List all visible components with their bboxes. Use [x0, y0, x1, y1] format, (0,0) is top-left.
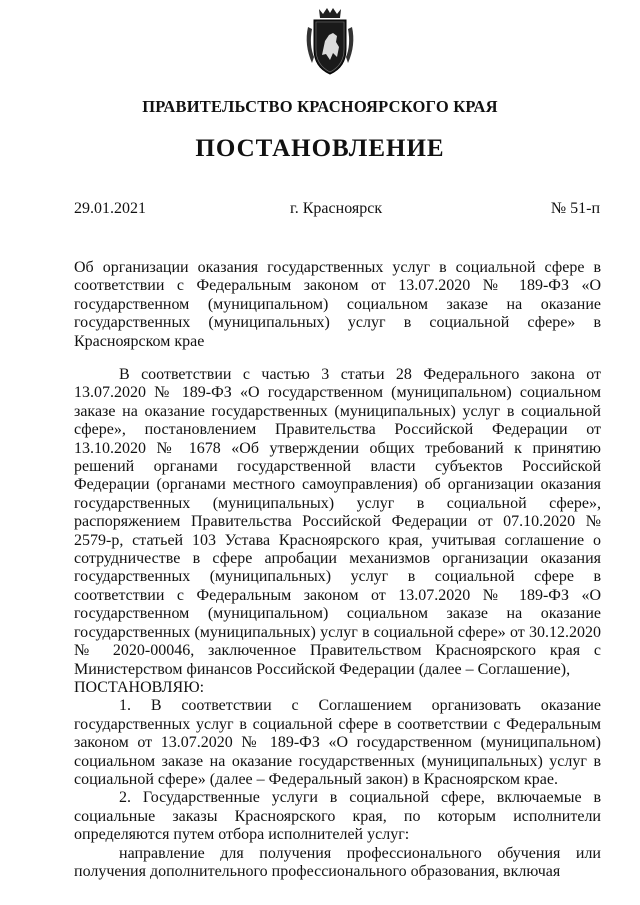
item-2-subparagraph: направление для получения профессионального обучения или получения дополнительного профессионального образования, включая	[74, 844, 601, 880]
document-body	[74, 366, 601, 881]
document-type-title: ПОСТАНОВЛЕНИЕ	[195, 135, 445, 162]
government-name: ПРАВИТЕЛЬСТВО КРАСНОЯРСКОГО КРАЯ	[142, 97, 498, 116]
document-subject: Об организации оказания государственных услуг в социальной сфере в соответствии с Федеральным законом от 13.07.2020 № 189-ФЗ «О государственном (муниципальном) социальном заказе на оказание государственных (муниципальных) услуг в социальной сфере» в Красноярском крае	[74, 259, 601, 350]
item-1-paragraph: 1. В соответствии с Соглашением организовать оказание государственных услуг в социальной сфере в соответствии с Федеральным законом от 13.07.2020 № 189-ФЗ «О государственном (муниципальном) социальном заказе на оказание государственных (муниципальных) услуг в социальной сфере» (далее – Федеральный закон) в Красноярском крае.	[74, 697, 601, 788]
coat-of-arms-icon	[300, 5, 360, 77]
document-date: 29.01.2021	[74, 200, 146, 217]
item-2-paragraph: 2. Государственные услуги в социальной сфере, включаемые в социальные заказы Красноярского края, по которым исполнители определяются путем отбора исполнителей услуг:	[74, 789, 601, 844]
document-number: № 51-п	[550, 200, 600, 217]
document-meta-row	[74, 200, 600, 220]
document-city: г. Красноярск	[290, 200, 383, 217]
decree-word: ПОСТАНОВЛЯЮ:	[74, 678, 205, 696]
preamble-paragraph: В соответствии с частью 3 статьи 28 Федерального закона от 13.07.2020 № 189-ФЗ «О государственном (муниципальном) социальном заказе на оказание государственных (муниципальных) услуг в социальной сфере», постановлением Правительства Российской Федерации от 13.10.2020 № 1678 «Об утверждении общих требований к принятию решений органами государственной власти субъектов Российской Федерации (органами местного самоуправления) об организации оказания государственных (муниципальных) услуг в социальной сфере», распоряжением Правительства Российской Федерации от 07.10.2020 № 2579-р, статьей 103 Устава Красноярского края, учитывая соглашение о сотрудничестве в сфере апробации механизмов организации оказания государственных (муниципальных) услуг в социальной сфере в соответствии с Федеральным законом от 13.07.2020 № 189-ФЗ «О государственном (муниципальном) социальном заказе на оказание государственных (муниципальных) услуг в социальной сфере» от 30.12.2020 № 2020-00046, заключенное Правительством Красноярского края с Министерством финансов Российской Федерации (далее – Соглашение),	[74, 366, 601, 678]
